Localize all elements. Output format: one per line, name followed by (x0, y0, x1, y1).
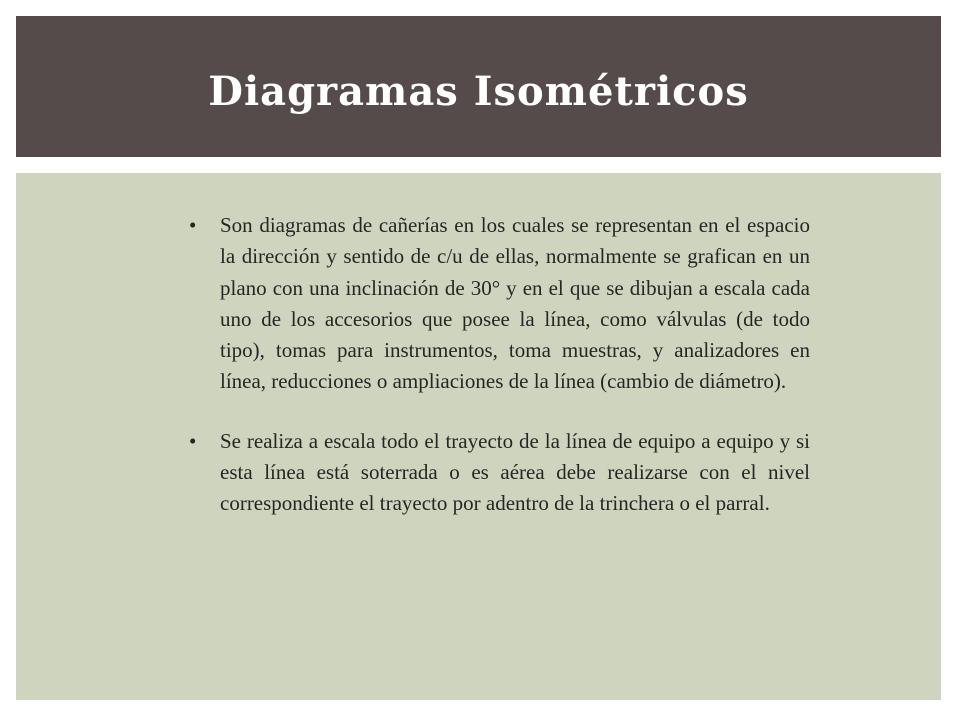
bullet-item (186, 210, 810, 398)
bullet-text: Se realiza a escala todo el trayecto de la línea de equipo a equipo y si esta línea está soterrada o es aérea debe realizarse con el nivel correspondiente el trayecto por adentro de la trinchera o el parral. (220, 428, 810, 516)
slide-title: Diagramas Isométricos (208, 68, 749, 115)
bullet-list (186, 210, 810, 548)
bullet-item (186, 426, 810, 520)
content-box (16, 173, 941, 700)
bullet-icon: • (189, 213, 197, 237)
bullet-icon: • (189, 428, 197, 453)
title-bar (16, 16, 941, 157)
bullet-text: Son diagramas de cañerías en los cuales se representan en el espacio la dirección y sentido de c/u de ellas, normalmente se grafican en un plano con una inclinación de 30° y en el que se dibujan a escala cada uno de los accesorios que posee la línea, como válvulas (de todo tipo), tomas para instrumentos, toma muestras, y analizadores en línea, reducciones o ampliaciones de la línea (cambio de diámetro). (220, 213, 810, 394)
